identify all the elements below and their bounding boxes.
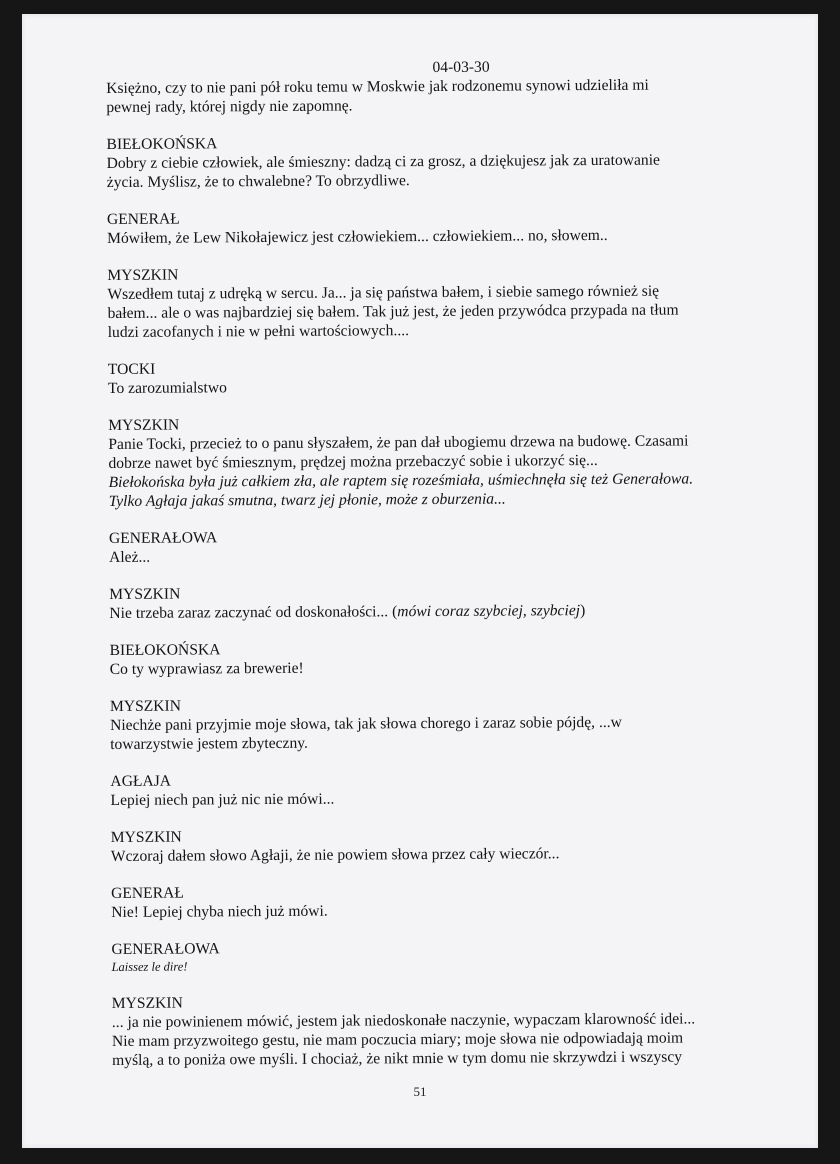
dialogue-line: myślą, a to poniża owe myśli. I chociaż, że nikt mnie w tym domu nie skrzywdzi i wszyscy [112,1048,683,1069]
dialogue-block [106,75,746,117]
dialogue-line [109,600,749,623]
dialogue-line: Ależ... [108,548,151,566]
speaker-name: MYSZKIN [108,416,180,434]
dialogue-line: Niechże pani przyjmie moje słowa, tak jak słowa chorego i zaraz sobie pójdę, ...w [110,713,622,734]
dialogue-block [112,990,752,1070]
dialogue-line: Lepiej niech pan już nic nie mówi... [110,790,335,809]
speaker-name: GENERAŁOWA [111,940,220,958]
page-number: 51 [413,1084,427,1099]
speaker-name: GENERAŁ [106,210,180,228]
dialogue-block [110,768,750,810]
speaker-name: MYSZKIN [109,585,181,603]
dialogue-line: ... ja nie powinienem mówić, jestem jak niedoskonałe naczynie, wypaczam klarowność idei... [111,1010,696,1031]
speaker-name: MYSZKIN [107,266,179,284]
dialogue-blocks [106,75,752,1070]
dialogue-block [108,356,748,398]
dialogue-text: ) [579,602,586,620]
speaker-name: MYSZKIN [109,697,182,715]
dialogue-block [111,936,751,976]
stage-direction: Tylko Agłaja jakaś smutna, twarz jej płonie, może z oburzenia... [108,490,506,510]
dialogue-line: Mówiłem, że Lew Nikołajewicz jest człowiekiem... człowiekiem... no, słowem.. [107,226,608,247]
dialogue-line: bałem... ale o was najbardziej się bałem. Tak już jest, że jeden przywódca przypada na tłum [107,301,679,322]
dialogue-line: To zarozumialstwo [107,379,227,397]
dialogue-line: Co ty wyprawiasz za brewerie! [109,659,304,678]
speaker-name: AGŁAJA [110,772,172,790]
stage-direction: Laissez le dire! [111,959,188,974]
speaker-name: MYSZKIN [110,828,182,846]
dialogue-block [108,412,749,511]
dialogue-text: Nie trzeba zaraz zaczynać od doskonałości... ( [109,603,398,622]
dialogue-line: Dobry z ciebie człowiek, ale śmieszny: dadzą ci za grosz, a dziękujesz jak za uratowanie [106,151,661,172]
dialogue-line: Księżno, czy to nie pani pół roku temu w Moskwie jak rodzonemu synowi udzieliła mi [106,76,649,97]
stage-direction: mówi coraz szybciej, szybciej [397,602,581,621]
speaker-name: BIEŁOKOŃSKA [106,135,218,153]
page-date: 04-03-30 [432,58,490,77]
dialogue-block [111,880,751,922]
dialogue-block [109,581,749,623]
dialogue-block [107,206,747,248]
stage-direction: Biełokońska była już całkiem zła, ale raptem się roześmiała, uśmiechnęła się też Generałowa. [108,470,694,491]
dialogue-line: dobrze nawet być śmiesznym, prędzej można przebaczyć sobie i ukorzyć się... [108,452,598,472]
dialogue-line: Wczoraj dałem słowo Agłaji, że nie powiem słowa przez cały wieczór... [110,845,560,865]
dialogue-line: Nie mam przyzwoitego gestu, nie mam poczucia miary; moje słowa nie odpowiadają moim [111,1029,684,1050]
dialogue-line: towarzystwie jestem zbyteczny. [110,734,308,753]
dialogue-line: ludzi zacofanych i nie w pełni wartościowych.... [107,322,410,341]
speaker-name: TOCKI [107,360,156,378]
speaker-name: GENERAŁ [111,884,184,902]
dialogue-line: pewnej rady, której nigdy nie zapomnę. [106,97,353,116]
speaker-name: BIEŁOKOŃSKA [109,641,221,659]
speaker-name: MYSZKIN [111,994,183,1012]
dialogue-block [106,131,746,192]
dialogue-line: Nie! Lepiej chyba niech już mówi. [111,902,328,921]
script-text [106,56,752,1088]
dialogue-block [107,262,747,342]
dialogue-block [110,637,750,679]
document-page [22,14,818,1148]
speaker-name: GENERAŁOWA [108,529,218,547]
dialogue-block [111,824,751,866]
dialogue-block [110,693,750,754]
dialogue-line: Wszedłem tutaj z udręką w sercu. Ja... ja się państwa bałem, i siebie samego również się [107,282,660,303]
dialogue-line: życia. Myślisz, że to chwalebne? To obrzydliwe. [106,172,410,191]
dialogue-line: Panie Tocki, przecież to o panu słyszałem, że pan dał ubogiemu drzewa na budowę. Czasami [108,432,689,453]
dialogue-block [109,525,749,567]
